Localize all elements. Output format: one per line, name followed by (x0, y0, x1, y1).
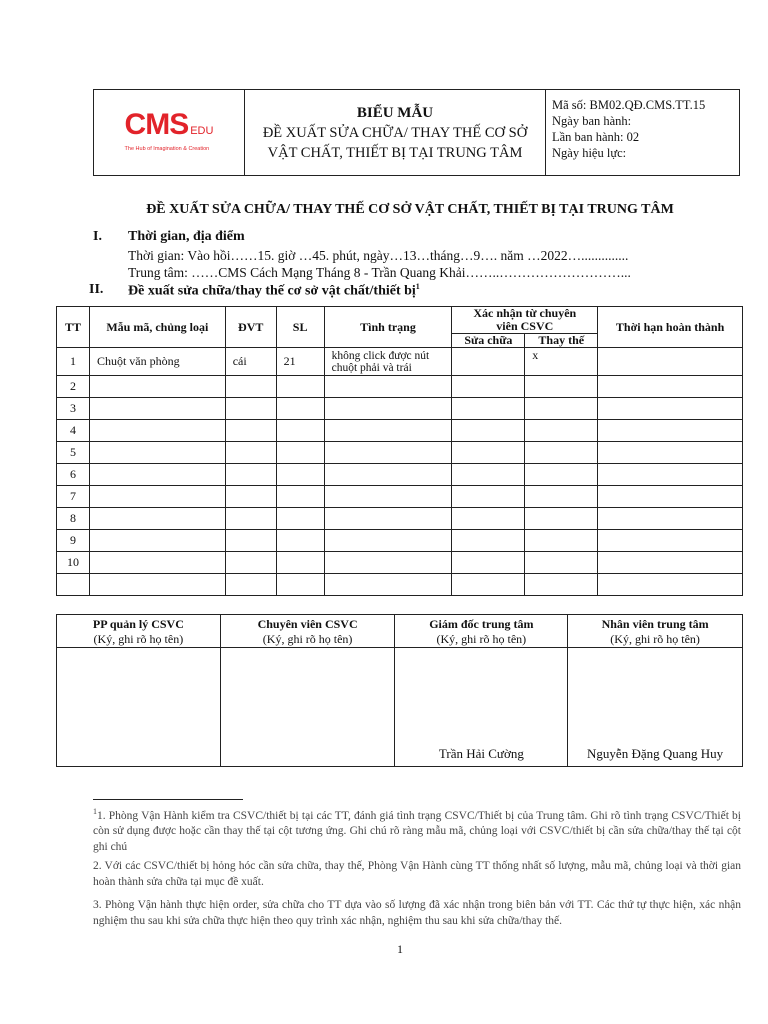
cell-deadline (598, 420, 743, 442)
logo-suffix: EDU (190, 124, 214, 137)
cell-quantity (276, 398, 324, 420)
cell-replace (525, 420, 598, 442)
section-1-number: I. (93, 229, 102, 244)
cell-quantity (276, 508, 324, 530)
revision: Lần ban hành: 02 (552, 130, 640, 144)
signature-header (395, 615, 568, 648)
cell-tt: 2 (57, 376, 90, 398)
signature-name: Trần Hải Cường (395, 648, 568, 767)
form-title-line1: ĐỀ XUẤT SỬA CHỮA/ THAY THẾ CƠ SỞ (262, 124, 528, 141)
form-title-line2: VẬT CHẤT, THIẾT BỊ TẠI TRUNG TÂM (267, 144, 523, 161)
logo-main: CMS (124, 107, 189, 141)
cell-replace (525, 530, 598, 552)
cell-repair (452, 574, 525, 596)
logo-tagline: The Hub of Imagination & Creation (124, 145, 210, 152)
col-header-tt: TT (57, 307, 90, 348)
section-2-heading (128, 282, 420, 300)
cell-tt (57, 574, 90, 596)
table-row (57, 348, 743, 376)
table-row (57, 464, 743, 486)
col-header-deadline: Thời hạn hoàn thành (598, 307, 743, 348)
section-2-number: II. (89, 282, 104, 297)
cell-status (324, 464, 452, 486)
col-header-replace: Thay thế (525, 334, 598, 348)
cell-replace (525, 574, 598, 596)
cell-status (324, 574, 452, 596)
signature-table (56, 614, 743, 767)
cell-quantity (276, 376, 324, 398)
cell-quantity (276, 530, 324, 552)
cell-status (324, 530, 452, 552)
footnote-1-text: 1. Phòng Vận Hành kiểm tra CSVC/thiết bị tại các TT, đánh giá tình trạng CSVC/Thiết bị của Trung tâm. Ghi rõ tình trạng CSVC/Thiết bị còn sử dụng được hoặc cần thay thế tại cột tương ứng. Ghi chú rõ ràng mẫu mã, chủng loại với CSVC/thiết bị cần sửa chữa/thay thế tại cột ghi chú (93, 809, 741, 853)
cell-status (324, 376, 452, 398)
footnote-2: 2. Với các CSVC/thiết bị hỏng hóc cần sửa chữa, thay thế, Phòng Vận Hành cùng TT thống nhất số lượng, mẫu mã, chủng loại và thời gian hoàn thành sửa chữa tại mục đề xuất. (93, 860, 741, 888)
table-row (57, 486, 743, 508)
cell-unit (225, 464, 276, 486)
cell-tt: 5 (57, 442, 90, 464)
cell-unit (225, 420, 276, 442)
cell-replace (525, 442, 598, 464)
col-header-repair: Sửa chữa (452, 334, 525, 348)
cell-model (89, 574, 225, 596)
cell-model (89, 530, 225, 552)
page-number: 1 (397, 942, 403, 956)
cell-repair (452, 464, 525, 486)
cell-model (89, 508, 225, 530)
col-header-unit: ĐVT (225, 307, 276, 348)
footnote-ref: 1 (415, 282, 420, 291)
col-header-confirm: Xác nhận từ chuyên viên CSVC (452, 307, 598, 334)
cell-replace (525, 376, 598, 398)
cell-repair (452, 486, 525, 508)
cell-repair (452, 398, 525, 420)
cell-deadline (598, 552, 743, 574)
cell-repair (452, 348, 525, 376)
cell-deadline (598, 442, 743, 464)
signature-name (220, 648, 395, 767)
cell-repair (452, 552, 525, 574)
cell-status (324, 398, 452, 420)
form-header (93, 89, 740, 176)
cell-replace (525, 508, 598, 530)
table-row (57, 420, 743, 442)
cell-tt: 4 (57, 420, 90, 442)
signature-role: PP quản lý CSVC (92, 617, 184, 631)
table-row (57, 442, 743, 464)
cell-replace (525, 398, 598, 420)
col-header-model: Mẫu mã, chủng loại (89, 307, 225, 348)
cell-repair (452, 420, 525, 442)
cell-model (89, 486, 225, 508)
table-row (57, 552, 743, 574)
cell-unit (225, 442, 276, 464)
cell-status (324, 508, 452, 530)
cell-model (89, 398, 225, 420)
footnote-3: 3. Phòng Vận hành thực hiện order, sửa chữa cho TT dựa vào số lượng đã xác nhận trong biên bản với TT. Các thứ tự thực hiện, xác nhận nghiệm thu sau khi sửa chữa thực hiện theo quy trình xác nhận, nghiệm thu sau khi sửa chữa/thay thế. (93, 899, 741, 927)
time-line: Thời gian: Vào hồi……15. giờ …45. phút, ngày…13…tháng…9…. năm …2022….............. (128, 248, 629, 263)
cell-deadline (598, 376, 743, 398)
cell-quantity (276, 442, 324, 464)
effective-date: Ngày hiệu lực: (552, 146, 627, 160)
signature-role: Chuyên viên CSVC (257, 617, 358, 631)
section-2-title: Đề xuất sửa chữa/thay thế cơ sở vật chất/thiết bị (128, 283, 416, 299)
issue-date: Ngày ban hành: (552, 114, 632, 128)
table-row (57, 508, 743, 530)
center-line: Trung tâm: ……CMS Cách Mạng Tháng 8 - Trần Quang Khải……..………………………... (128, 265, 631, 280)
cell-quantity (276, 486, 324, 508)
cell-replace (525, 486, 598, 508)
signature-role: Nhân viên trung tâm (601, 617, 709, 631)
form-type: BIỂU MẪU (356, 104, 434, 121)
cell-status (324, 442, 452, 464)
cell-repair (452, 508, 525, 530)
cell-deadline (598, 398, 743, 420)
cell-deadline (598, 508, 743, 530)
footnote-1-mark: 1 (93, 807, 97, 816)
cell-tt: 8 (57, 508, 90, 530)
col-header-quantity: SL (276, 307, 324, 348)
signature-header (220, 615, 395, 648)
request-table (56, 306, 743, 596)
table-row (57, 530, 743, 552)
cell-model (89, 464, 225, 486)
form-meta-cell (546, 90, 740, 176)
footnote-1 (93, 804, 741, 855)
cell-model: Chuột văn phòng (89, 348, 225, 376)
cell-unit (225, 398, 276, 420)
cell-tt: 9 (57, 530, 90, 552)
table-row (57, 398, 743, 420)
signature-note: (Ký, ghi rõ họ tên) (436, 632, 527, 646)
cell-tt: 7 (57, 486, 90, 508)
cell-status (324, 486, 452, 508)
signature-name (57, 648, 221, 767)
cell-deadline (598, 530, 743, 552)
cell-deadline (598, 574, 743, 596)
cell-deadline (598, 464, 743, 486)
signature-header (57, 615, 221, 648)
cell-replace (525, 464, 598, 486)
cell-model (89, 376, 225, 398)
cell-tt: 6 (57, 464, 90, 486)
signature-role: Giám đốc trung tâm (429, 617, 534, 631)
form-code: Mã số: BM02.QĐ.CMS.TT.15 (552, 98, 706, 112)
footnote-rule (93, 799, 243, 800)
logo-cell (94, 90, 245, 176)
cell-unit (225, 530, 276, 552)
cell-model (89, 420, 225, 442)
cell-quantity: 21 (276, 348, 324, 376)
signature-name: Nguyễn Đặng Quang Huy (568, 648, 743, 767)
cell-quantity (276, 552, 324, 574)
form-title-cell (245, 90, 546, 176)
cms-edu-logo (124, 107, 214, 152)
table-row (57, 376, 743, 398)
cell-replace (525, 552, 598, 574)
signature-header (568, 615, 743, 648)
table-row (57, 574, 743, 596)
cell-deadline (598, 486, 743, 508)
cell-quantity (276, 420, 324, 442)
cell-status: không click được nút chuột phải và trái (324, 348, 452, 376)
cell-repair (452, 376, 525, 398)
cell-tt: 1 (57, 348, 90, 376)
cell-deadline (598, 348, 743, 376)
cell-repair (452, 530, 525, 552)
cell-model (89, 442, 225, 464)
cell-status (324, 420, 452, 442)
cell-unit (225, 552, 276, 574)
cell-quantity (276, 574, 324, 596)
cell-tt: 10 (57, 552, 90, 574)
document-title: ĐỀ XUẤT SỬA CHỮA/ THAY THẾ CƠ SỞ VẬT CHẤT, THIẾT BỊ TẠI TRUNG TÂM (146, 202, 674, 217)
signature-note: (Ký, ghi rõ họ tên) (610, 632, 700, 646)
cell-replace: x (525, 348, 598, 376)
cell-unit (225, 508, 276, 530)
cell-status (324, 552, 452, 574)
cell-unit (225, 486, 276, 508)
col-header-status: Tình trạng (324, 307, 452, 348)
cell-unit (225, 376, 276, 398)
signature-note: (Ký, ghi rõ họ tên) (262, 632, 353, 646)
cell-repair (452, 442, 525, 464)
signature-note: (Ký, ghi rõ họ tên) (93, 632, 184, 646)
cell-unit (225, 574, 276, 596)
cell-quantity (276, 464, 324, 486)
cell-unit: cái (225, 348, 276, 376)
cell-tt: 3 (57, 398, 90, 420)
section-1-title: Thời gian, địa điểm (128, 229, 245, 244)
cell-model (89, 552, 225, 574)
